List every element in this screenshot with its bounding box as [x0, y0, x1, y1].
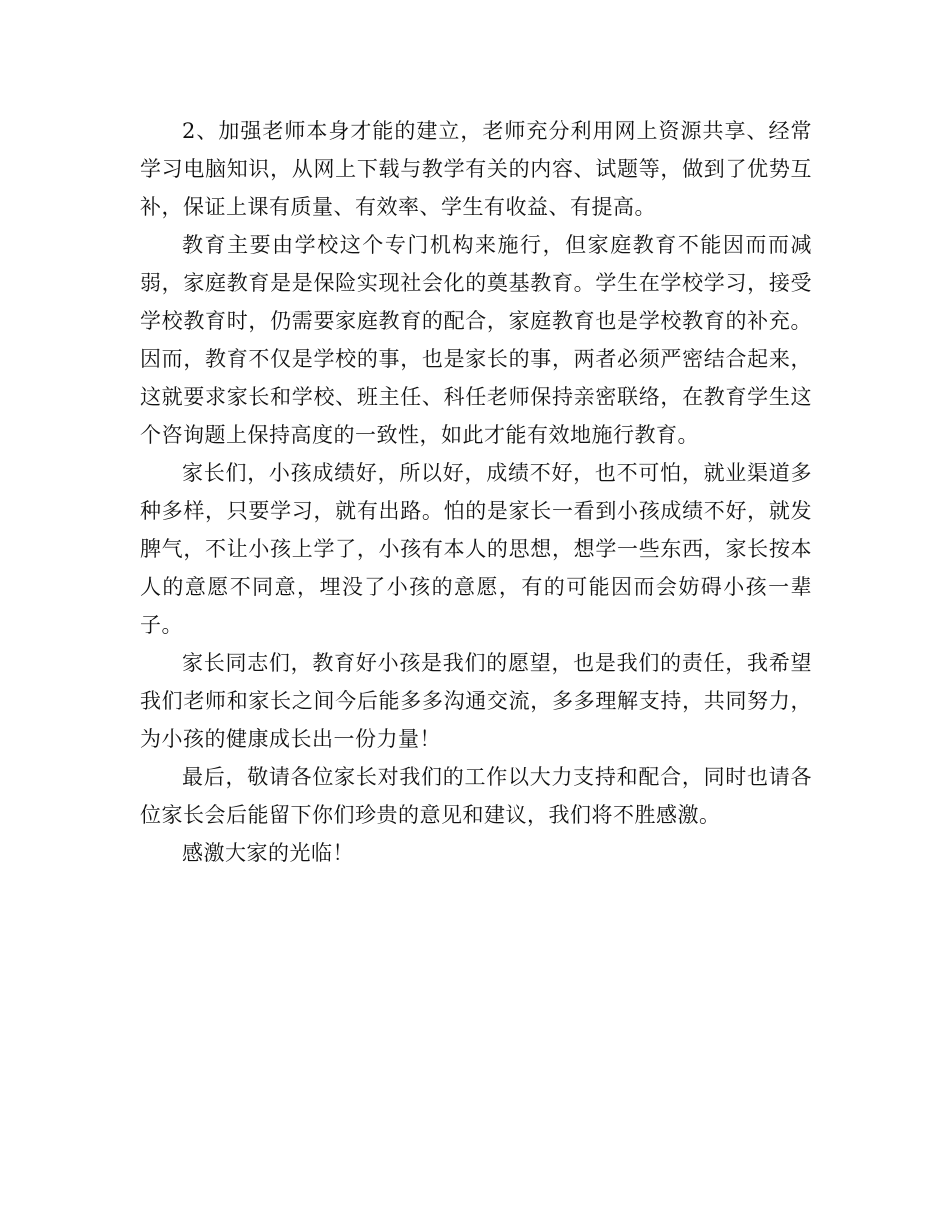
paragraph-thanks: 感激大家的光临！: [182, 841, 354, 865]
document-body: [140, 112, 812, 872]
paragraph-cooperation-hope: 家长同志们，教育好小孩是我们的愿望，也是我们的责任，我希望我们老师和家长之间今后能多多沟通交流，多多理解支持，共同努力，为小孩的健康成长出一份力量！: [140, 651, 812, 751]
paragraph-family-education: 教育主要由学校这个专门机构来施行，但家庭教育不能因而而减弱，家庭教育是是保险实现社会化的奠基教育。学生在学校学习，接受学校教育时，仍需要家庭教育的配合，家庭教育也是学校教育的补充。因而，教育不仅是学校的事，也是家长的事，两者必须严密结合起来，这就要求家长和学校、班主任、科任老师保持亲密联络，在教育学生这个咨询题上保持高度的一致性，如此才能有效地施行教育。: [140, 233, 812, 447]
paragraph-teacher-ability: 2、加强老师本身才能的建立，老师充分利用网上资源共享、经常学习电脑知识，从网上下载与教学有关的内容、试题等，做到了优势互补，保证上课有质量、有效率、学生有收益、有提高。: [140, 119, 812, 219]
paragraph-parents-grades: 家长们，小孩成绩好，所以好，成绩不好，也不可怕，就业渠道多种多样，只要学习，就有出路。怕的是家长一看到小孩成绩不好，就发脾气，不让小孩上学了，小孩有本人的思想，想学一些东西，家长按本人的意愿不同意，埋没了小孩的意愿，有的可能因而会妨碍小孩一辈子。: [140, 461, 812, 637]
paragraph-request-feedback: 最后，敬请各位家长对我们的工作以大力支持和配合，同时也请各位家长会后能留下你们珍贵的意见和建议，我们将不胜感激。: [140, 765, 812, 827]
